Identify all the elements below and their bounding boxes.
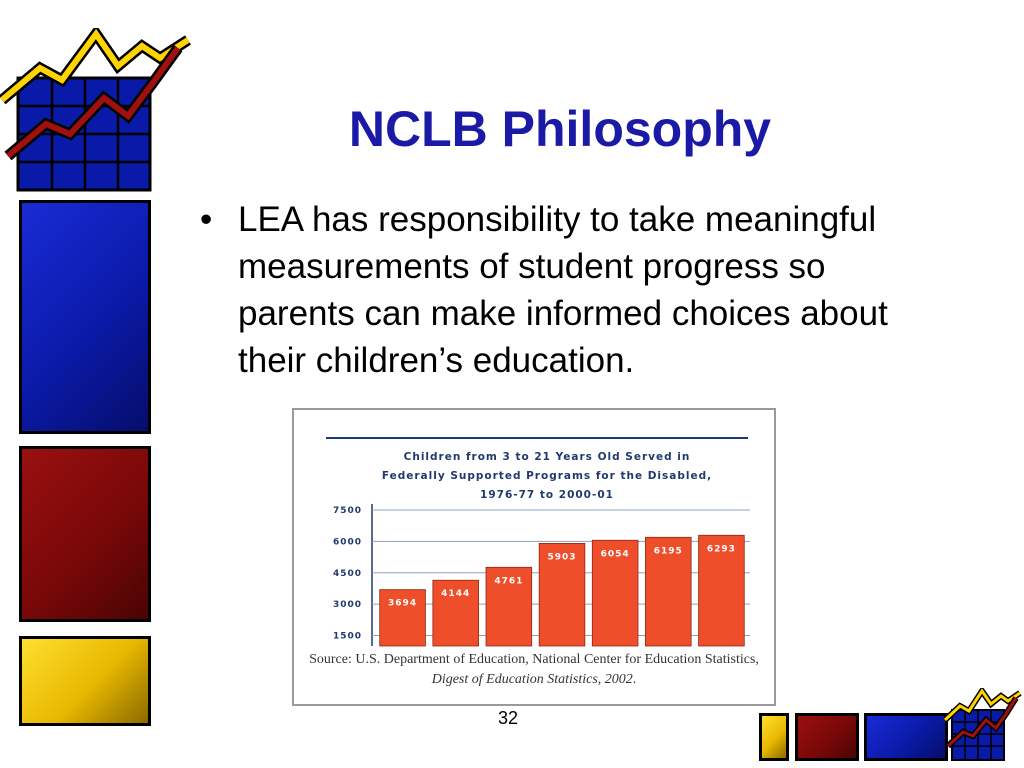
bar-value-label: 4761 (494, 576, 524, 587)
bar-value-label: 6195 (653, 546, 683, 557)
chart-source-note (294, 650, 774, 690)
page-number: 32 (498, 708, 519, 728)
chart-title-line-1: Children from 3 to 21 Years Old Served in (403, 451, 691, 463)
chart-source-title: Digest of Education Statistics, 2002 (431, 672, 633, 687)
bullet-item (196, 196, 936, 384)
bullet-text: LEA has responsibility to take meaningful measurements of student progress so parents can make informed choices about their children’s education. (238, 200, 888, 380)
y-tick-label: 3000 (332, 600, 362, 611)
chart-source-text: Source: U.S. Department of Education, National Center for Education Statistics, (309, 652, 759, 667)
growth-chart-logo-icon (0, 28, 200, 194)
growth-chart-logo-small-icon (944, 688, 1024, 764)
decor-gold-block (19, 636, 151, 726)
chart-image (292, 408, 776, 706)
y-tick-label: 7500 (332, 506, 362, 516)
bar-value-label: 6293 (706, 544, 736, 555)
decor-small-gold-block (759, 713, 789, 761)
bar-value-label: 3694 (388, 598, 418, 609)
bar-value-label: 5903 (547, 552, 577, 563)
bar-chart (294, 410, 774, 650)
y-tick-label: 4500 (332, 568, 362, 579)
chart-source-suffix: . (632, 672, 637, 687)
bullet-marker: • (200, 200, 213, 239)
y-tick-label: 1500 (332, 631, 362, 642)
bullet-list (196, 196, 936, 384)
decor-blue-block (19, 200, 151, 434)
slide-title: NCLB Philosophy (348, 101, 772, 157)
chart-title-line-3: 1976-77 to 2000-01 (480, 489, 614, 501)
chart-title-line-2: Federally Supported Programs for the Disabled, (381, 470, 713, 482)
decor-small-red-block (795, 713, 859, 761)
y-tick-label: 6000 (332, 537, 362, 548)
bar-value-label: 4144 (441, 589, 471, 600)
decor-small-blue-block (864, 713, 948, 761)
decor-red-block (19, 446, 151, 622)
bar-value-label: 6054 (600, 549, 630, 560)
